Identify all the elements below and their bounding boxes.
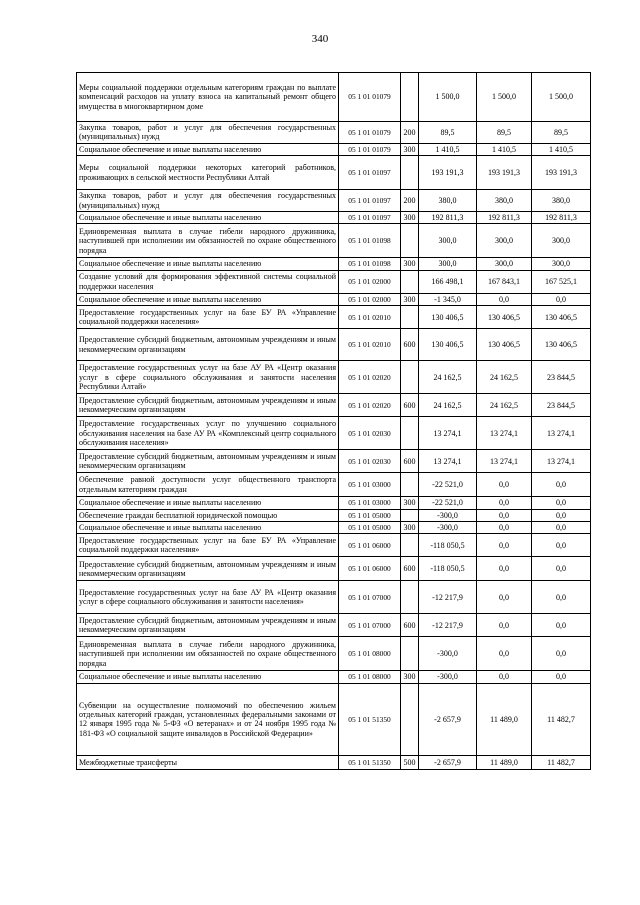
- row-code: 05 1 01 05000: [339, 509, 401, 521]
- table-row: [77, 450, 591, 473]
- row-value-2: 300,0: [477, 224, 532, 258]
- row-value-3: 11 482,7: [532, 755, 591, 769]
- row-value-3: 0,0: [532, 671, 591, 683]
- row-value-3: 300,0: [532, 224, 591, 258]
- row-expense-type: [401, 156, 419, 190]
- row-expense-type: [401, 581, 419, 614]
- row-value-3: 0,0: [532, 473, 591, 497]
- table-row: [77, 755, 591, 769]
- row-expense-type: [401, 637, 419, 671]
- row-code: 05 1 01 08000: [339, 671, 401, 683]
- row-code: 05 1 01 06000: [339, 557, 401, 581]
- row-value-2: 192 811,3: [477, 212, 532, 224]
- row-value-3: 13 274,1: [532, 450, 591, 473]
- row-name: Меры социальной поддержки некоторых категорий работников, проживающих в сельской местности Республики Алтай: [77, 156, 339, 190]
- row-name: Обеспечение граждан бесплатной юридической помощью: [77, 509, 339, 521]
- row-value-1: 300,0: [419, 258, 477, 270]
- row-value-1: -300,0: [419, 671, 477, 683]
- table-row: [77, 329, 591, 361]
- row-value-2: 1 410,5: [477, 143, 532, 155]
- table-row: [77, 143, 591, 155]
- row-code: 05 1 01 01098: [339, 224, 401, 258]
- row-name: Предоставление государственных услуг на базе БУ РА «Управление социальной поддержки населения»: [77, 306, 339, 329]
- row-name: Субвенции на осуществление полномочий по обеспечению жильем отдельных категорий граждан, установленных федеральными законами от 12 января 1995 года № 5-ФЗ «О ветеранах» и от 24 ноября 1995 года № 181-ФЗ «О социальной защите инвалидов в Российской Федерации»: [77, 683, 339, 755]
- row-expense-type: 300: [401, 293, 419, 305]
- row-name: Межбюджетные трансферты: [77, 755, 339, 769]
- row-value-3: 89,5: [532, 122, 591, 144]
- row-value-1: 24 162,5: [419, 361, 477, 394]
- table-row: [77, 224, 591, 258]
- row-code: 05 1 01 05000: [339, 522, 401, 534]
- table-row: [77, 557, 591, 581]
- row-name: Закупка товаров, работ и услуг для обеспечения государственных (муниципальных) нужд: [77, 122, 339, 144]
- row-value-1: 130 406,5: [419, 306, 477, 329]
- row-value-1: 130 406,5: [419, 329, 477, 361]
- row-value-3: 23 844,5: [532, 394, 591, 417]
- row-code: 05 1 01 02010: [339, 329, 401, 361]
- row-code: 05 1 01 07000: [339, 581, 401, 614]
- row-expense-type: [401, 417, 419, 450]
- row-value-1: -300,0: [419, 637, 477, 671]
- row-value-3: 167 525,1: [532, 270, 591, 293]
- row-value-3: 23 844,5: [532, 361, 591, 394]
- row-value-2: 0,0: [477, 293, 532, 305]
- row-expense-type: 600: [401, 614, 419, 637]
- row-name: Предоставление субсидий бюджетным, автономным учреждениям и иным некоммерческим организациям: [77, 614, 339, 637]
- row-value-2: 130 406,5: [477, 329, 532, 361]
- row-value-3: 1 500,0: [532, 73, 591, 122]
- row-name: Единовременная выплата в случае гибели народного дружинника, наступившей при исполнении им обязанностей по охране общественного порядка: [77, 637, 339, 671]
- row-name: Меры социальной поддержки отдельным категориям граждан по выплате компенсаций расходов на уплату взноса на капитальный ремонт общего имущества в многоквартирном доме: [77, 73, 339, 122]
- row-code: 05 1 01 07000: [339, 614, 401, 637]
- row-value-3: 0,0: [532, 522, 591, 534]
- row-code: 05 1 01 02030: [339, 450, 401, 473]
- row-value-3: 11 482,7: [532, 683, 591, 755]
- row-expense-type: 600: [401, 557, 419, 581]
- row-value-1: 166 498,1: [419, 270, 477, 293]
- row-value-2: 24 162,5: [477, 361, 532, 394]
- row-value-2: 24 162,5: [477, 394, 532, 417]
- row-name: Обеспечение равной доступности услуг общественного транспорта отдельным категориям граждан: [77, 473, 339, 497]
- row-name: Предоставление субсидий бюджетным, автономным учреждениям и иным некоммерческим организациям: [77, 394, 339, 417]
- row-value-2: 0,0: [477, 637, 532, 671]
- row-value-3: 0,0: [532, 637, 591, 671]
- row-value-1: -2 657,9: [419, 755, 477, 769]
- page-number: 340: [311, 33, 329, 45]
- row-value-3: 130 406,5: [532, 306, 591, 329]
- row-value-1: 89,5: [419, 122, 477, 144]
- row-name: Предоставление государственных услуг на базе АУ РА «Центр оказания услуг в сфере социального обслуживания и занятости населения Республики Алтай»: [77, 361, 339, 394]
- row-value-1: -300,0: [419, 509, 477, 521]
- row-expense-type: 200: [401, 122, 419, 144]
- row-code: 05 1 01 02000: [339, 293, 401, 305]
- row-value-1: -2 657,9: [419, 683, 477, 755]
- row-expense-type: 300: [401, 212, 419, 224]
- row-name: Предоставление субсидий бюджетным, автономным учреждениям и иным некоммерческим организациям: [77, 557, 339, 581]
- row-name: Социальное обеспечение и иные выплаты населению: [77, 671, 339, 683]
- row-expense-type: [401, 473, 419, 497]
- table-row: [77, 293, 591, 305]
- table-row: [77, 394, 591, 417]
- row-code: 05 1 01 01097: [339, 190, 401, 212]
- table-row: [77, 497, 591, 509]
- row-name: Социальное обеспечение и иные выплаты населению: [77, 258, 339, 270]
- table-row: [77, 122, 591, 144]
- row-expense-type: [401, 534, 419, 557]
- row-code: 05 1 01 01098: [339, 258, 401, 270]
- row-code: 05 1 01 03000: [339, 473, 401, 497]
- table-row: [77, 361, 591, 394]
- table-row: [77, 306, 591, 329]
- table-row: [77, 473, 591, 497]
- row-expense-type: 300: [401, 143, 419, 155]
- row-value-2: 167 843,1: [477, 270, 532, 293]
- row-name: Предоставление субсидий бюджетным, автономным учреждениям и иным некоммерческим организациям: [77, 329, 339, 361]
- row-value-1: -22 521,0: [419, 473, 477, 497]
- row-value-3: 0,0: [532, 293, 591, 305]
- table-row: [77, 270, 591, 293]
- row-expense-type: 300: [401, 497, 419, 509]
- row-value-1: -12 217,9: [419, 581, 477, 614]
- row-value-2: 0,0: [477, 497, 532, 509]
- row-expense-type: 300: [401, 522, 419, 534]
- row-name: Предоставление государственных услуг по улучшению социального обслуживания населения на базе АУ РА «Комплексный центр социального обслуживания населения»: [77, 417, 339, 450]
- row-expense-type: [401, 73, 419, 122]
- row-value-2: 130 406,5: [477, 306, 532, 329]
- row-value-3: 13 274,1: [532, 417, 591, 450]
- row-value-1: 300,0: [419, 224, 477, 258]
- row-value-3: 1 410,5: [532, 143, 591, 155]
- table-row: [77, 534, 591, 557]
- row-value-3: 192 811,3: [532, 212, 591, 224]
- row-code: 05 1 01 02000: [339, 270, 401, 293]
- row-expense-type: 600: [401, 394, 419, 417]
- row-code: 05 1 01 03000: [339, 497, 401, 509]
- row-name: Создание условий для формирования эффективной системы социальной поддержки населения: [77, 270, 339, 293]
- row-value-3: 0,0: [532, 534, 591, 557]
- table-row: [77, 671, 591, 683]
- row-value-2: 13 274,1: [477, 417, 532, 450]
- row-value-2: 0,0: [477, 522, 532, 534]
- row-value-2: 0,0: [477, 509, 532, 521]
- row-value-1: -22 521,0: [419, 497, 477, 509]
- row-name: Предоставление субсидий бюджетным, автономным учреждениям и иным некоммерческим организациям: [77, 450, 339, 473]
- row-value-1: -1 345,0: [419, 293, 477, 305]
- row-value-3: 380,0: [532, 190, 591, 212]
- row-expense-type: [401, 306, 419, 329]
- row-value-1: -118 050,5: [419, 557, 477, 581]
- row-code: 05 1 01 02020: [339, 394, 401, 417]
- row-code: 05 1 01 01079: [339, 73, 401, 122]
- table-row: [77, 417, 591, 450]
- row-expense-type: 600: [401, 450, 419, 473]
- row-value-2: 1 500,0: [477, 73, 532, 122]
- row-name: Социальное обеспечение и иные выплаты населению: [77, 212, 339, 224]
- table-row: [77, 73, 591, 122]
- row-value-2: 380,0: [477, 190, 532, 212]
- row-code: 05 1 01 02010: [339, 306, 401, 329]
- row-value-1: 192 811,3: [419, 212, 477, 224]
- row-code: 05 1 01 08000: [339, 637, 401, 671]
- row-value-3: 193 191,3: [532, 156, 591, 190]
- row-expense-type: 300: [401, 258, 419, 270]
- row-value-1: 13 274,1: [419, 450, 477, 473]
- row-expense-type: [401, 270, 419, 293]
- row-value-1: -300,0: [419, 522, 477, 534]
- row-code: 05 1 01 51350: [339, 683, 401, 755]
- table-row: [77, 522, 591, 534]
- table-row: [77, 581, 591, 614]
- row-value-3: 0,0: [532, 497, 591, 509]
- row-value-1: 24 162,5: [419, 394, 477, 417]
- row-expense-type: 300: [401, 671, 419, 683]
- row-value-2: 0,0: [477, 671, 532, 683]
- row-value-1: -12 217,9: [419, 614, 477, 637]
- row-value-3: 300,0: [532, 258, 591, 270]
- row-value-3: 0,0: [532, 509, 591, 521]
- row-value-3: 0,0: [532, 581, 591, 614]
- row-expense-type: [401, 224, 419, 258]
- row-value-2: 89,5: [477, 122, 532, 144]
- table-row: [77, 683, 591, 755]
- row-value-2: 0,0: [477, 614, 532, 637]
- row-value-1: 1 410,5: [419, 143, 477, 155]
- row-value-2: 0,0: [477, 534, 532, 557]
- row-value-1: 1 500,0: [419, 73, 477, 122]
- table-row: [77, 156, 591, 190]
- row-code: 05 1 01 01079: [339, 122, 401, 144]
- row-name: Предоставление государственных услуг на базе БУ РА «Управление социальной поддержки населения»: [77, 534, 339, 557]
- row-value-2: 300,0: [477, 258, 532, 270]
- row-value-2: 193 191,3: [477, 156, 532, 190]
- row-expense-type: 500: [401, 755, 419, 769]
- row-code: 05 1 01 01097: [339, 156, 401, 190]
- row-value-2: 0,0: [477, 557, 532, 581]
- table-body: [77, 73, 591, 770]
- budget-table: [76, 72, 591, 770]
- row-expense-type: [401, 509, 419, 521]
- row-value-1: 380,0: [419, 190, 477, 212]
- row-value-3: 0,0: [532, 557, 591, 581]
- row-code: 05 1 01 02020: [339, 361, 401, 394]
- row-code: 05 1 01 02030: [339, 417, 401, 450]
- row-name: Предоставление государственных услуг на базе АУ РА «Центр оказания услуг в сфере социального обслуживания и занятости населения»: [77, 581, 339, 614]
- row-value-2: 11 489,0: [477, 755, 532, 769]
- row-code: 05 1 01 06000: [339, 534, 401, 557]
- row-expense-type: [401, 361, 419, 394]
- table-row: [77, 190, 591, 212]
- row-value-3: 0,0: [532, 614, 591, 637]
- table-row: [77, 614, 591, 637]
- row-value-1: 13 274,1: [419, 417, 477, 450]
- row-name: Социальное обеспечение и иные выплаты населению: [77, 293, 339, 305]
- row-code: 05 1 01 01079: [339, 143, 401, 155]
- row-expense-type: 600: [401, 329, 419, 361]
- row-name: Закупка товаров, работ и услуг для обеспечения государственных (муниципальных) нужд: [77, 190, 339, 212]
- table-row: [77, 509, 591, 521]
- row-name: Социальное обеспечение и иные выплаты населению: [77, 143, 339, 155]
- row-code: 05 1 01 01097: [339, 212, 401, 224]
- row-value-1: 193 191,3: [419, 156, 477, 190]
- table-row: [77, 212, 591, 224]
- row-name: Социальное обеспечение и иные выплаты населению: [77, 497, 339, 509]
- row-name: Единовременная выплата в случае гибели народного дружинника, наступившей при исполнении им обязанностей по охране общественного порядка: [77, 224, 339, 258]
- row-value-3: 130 406,5: [532, 329, 591, 361]
- table-row: [77, 258, 591, 270]
- row-value-2: 0,0: [477, 473, 532, 497]
- row-name: Социальное обеспечение и иные выплаты населению: [77, 522, 339, 534]
- row-value-2: 11 489,0: [477, 683, 532, 755]
- table-row: [77, 637, 591, 671]
- row-value-2: 13 274,1: [477, 450, 532, 473]
- row-value-1: -118 050,5: [419, 534, 477, 557]
- row-value-2: 0,0: [477, 581, 532, 614]
- row-code: 05 1 01 51350: [339, 755, 401, 769]
- row-expense-type: 200: [401, 190, 419, 212]
- row-expense-type: [401, 683, 419, 755]
